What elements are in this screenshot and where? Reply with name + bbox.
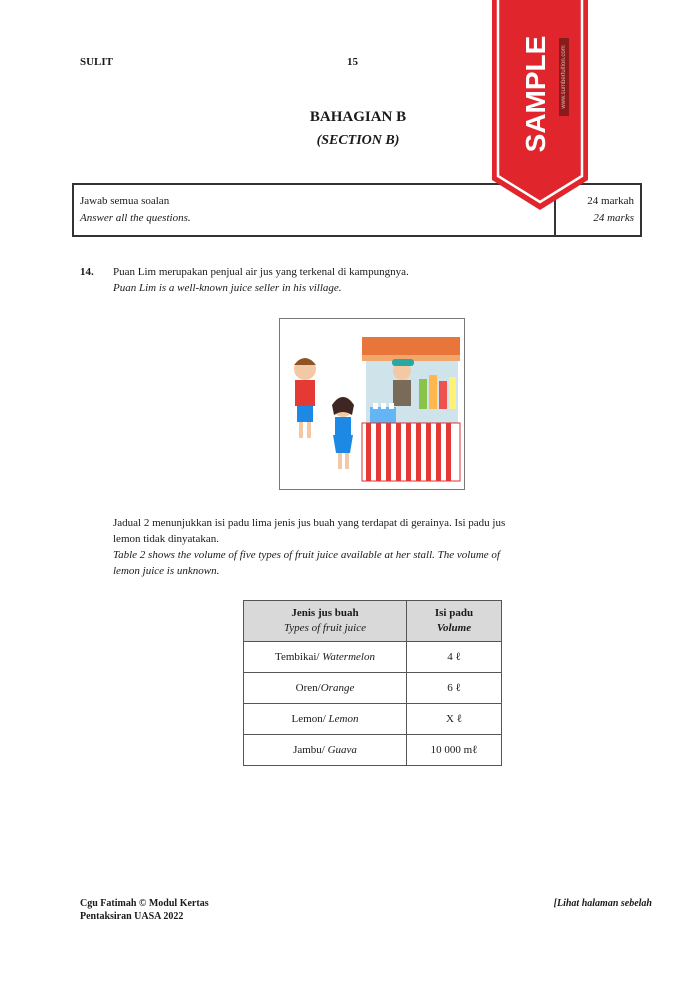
volume-cell: 4 ℓ (407, 642, 502, 673)
table-description (113, 515, 633, 579)
ribbon-tag: www.sumbertuition.com (561, 45, 567, 109)
footer-credit (80, 897, 209, 923)
header-volume-english: Volume (436, 622, 472, 634)
instruction-malay: Jawab semua soalan (80, 195, 170, 207)
question-intro (113, 264, 633, 296)
juice-stall-illustration (279, 318, 465, 490)
juice-type-cell (244, 673, 407, 704)
juice-type-cell (244, 642, 407, 673)
description-english-2: lemon juice is unknown. (113, 565, 220, 577)
juice-malay: Oren/ (295, 682, 321, 694)
sample-ribbon (492, 0, 588, 210)
marks-english: 24 marks (593, 212, 634, 224)
footer-line-2: Pentaksiran UASA 2022 (80, 911, 184, 922)
table-header-row (244, 601, 502, 642)
header-juice-type-english: Types of fruit juice (284, 622, 366, 634)
description-malay-2: lemon tidak dinyatakan. (113, 533, 219, 545)
footer-line-1: Cgu Fatimah © Modul Kertas (80, 898, 209, 909)
description-malay-1: Jadual 2 menunjukkan isi padu lima jenis jus buah yang terdapat di gerainya. Isi padu jus (113, 517, 506, 529)
juice-malay: Lemon/ (291, 713, 329, 725)
section-subtitle: (SECTION B) (316, 133, 400, 148)
table-row (244, 735, 502, 766)
juice-english: Lemon (328, 713, 359, 725)
juice-english: Watermelon (322, 651, 375, 663)
juice-type-cell (244, 704, 407, 735)
juice-stall-drawing (280, 319, 463, 488)
question-intro-english: Puan Lim is a well-known juice seller in his village. (113, 282, 342, 294)
juice-type-cell (244, 735, 407, 766)
footer-next-page: [Lihat halaman sebelah (553, 898, 652, 909)
header-volume (407, 601, 502, 642)
instruction-english: Answer all the questions. (80, 212, 191, 224)
question-intro-malay: Puan Lim merupakan penjual air jus yang terkenal di kampungnya. (113, 266, 409, 278)
volume-cell: 6 ℓ (407, 673, 502, 704)
juice-volume-table (243, 600, 502, 766)
volume-cell: 10 000 mℓ (407, 735, 502, 766)
ribbon-label: SAMPLE (520, 35, 551, 153)
marks-malay: 24 markah (587, 195, 634, 207)
header-sulit: SULIT (80, 56, 114, 68)
juice-malay: Tembikai/ (275, 651, 323, 663)
table-row (244, 673, 502, 704)
volume-cell: X ℓ (407, 704, 502, 735)
header-volume-malay: Isi padu (434, 607, 474, 619)
question-number: 14. (80, 266, 94, 278)
juice-malay: Jambu/ (293, 744, 328, 756)
section-title: BAHAGIAN B (309, 109, 407, 125)
table-row (244, 642, 502, 673)
page-number: 15 (347, 56, 358, 68)
juice-english: Guava (327, 744, 357, 756)
header-juice-type (244, 601, 407, 642)
juice-english: Orange (320, 682, 355, 694)
table-row (244, 704, 502, 735)
description-english-1: Table 2 shows the volume of five types of fruit juice available at her stall. The volume of (113, 549, 500, 561)
header-juice-type-malay: Jenis jus buah (291, 607, 359, 619)
